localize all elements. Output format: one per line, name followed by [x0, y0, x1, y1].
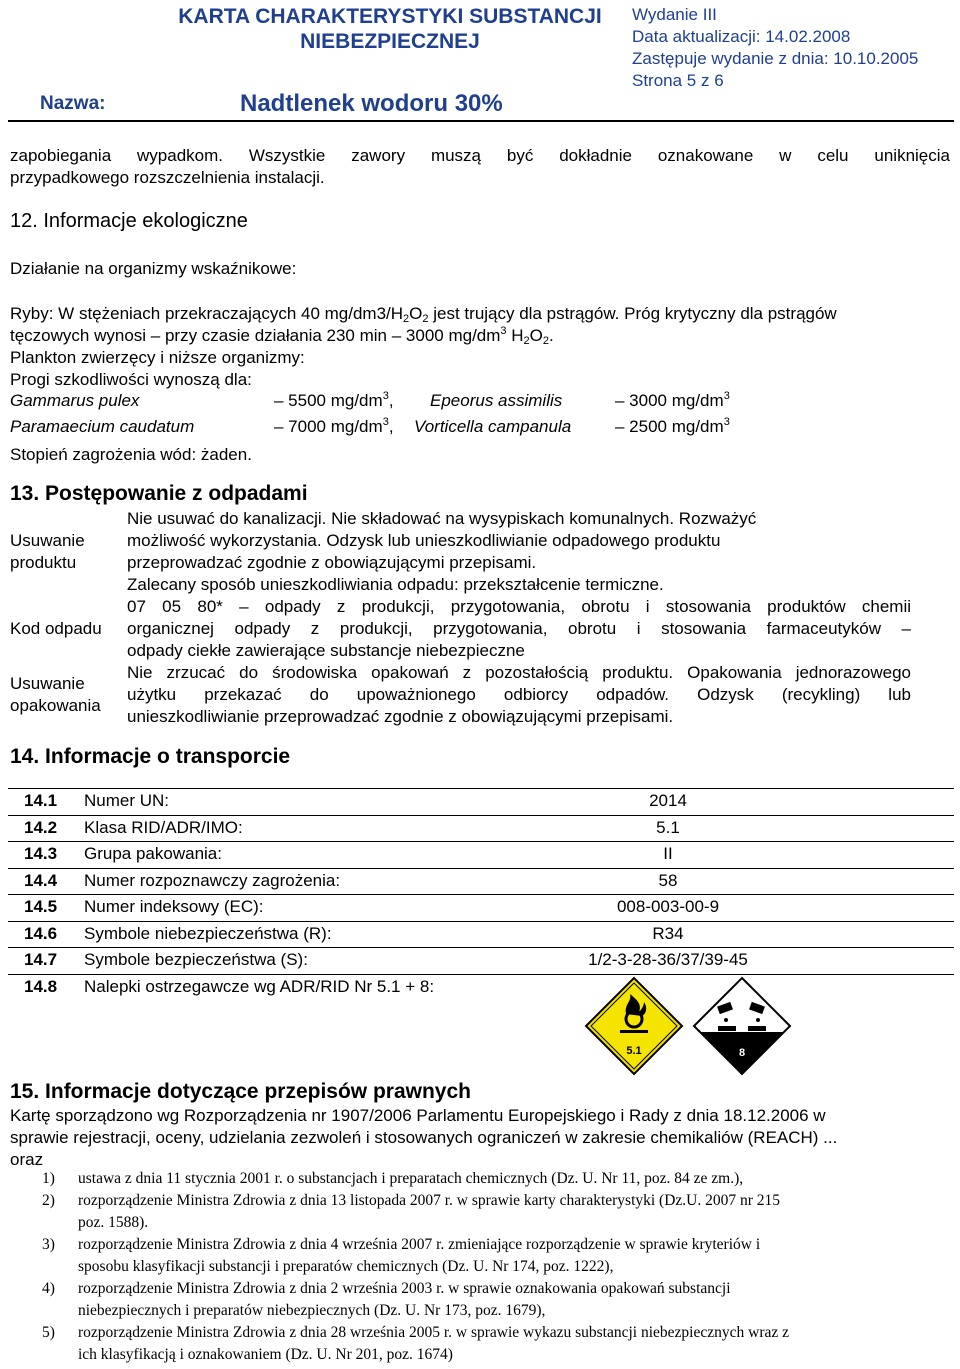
oxidizer-class-number: 5.1 [626, 1045, 642, 1057]
row-label: Nalepki ostrzegawcze wg ADR/RID Nr 5.1 + 8: [84, 976, 435, 996]
name-label: Nazwa: [40, 93, 106, 114]
law-text [78, 1322, 950, 1366]
law-text-line: sposobu klasyfikacji substancji i preparatów chemicznych (Dz. U. Nr 174, poz. 1222), [78, 1258, 614, 1275]
substance-name: Nadtlenek wodoru 30% [240, 90, 503, 117]
row-number: 14.4 [24, 870, 58, 890]
corrosive-label [692, 976, 792, 1076]
row-number: 14.6 [24, 923, 58, 943]
row-label: Symbole niebezpieczeństwa (R): [84, 923, 332, 943]
law-text-line: niebezpiecznych i preparatów niebezpiecznych (Dz. U. Nr 173, poz. 1679), [78, 1302, 546, 1319]
law-item [42, 1322, 950, 1366]
law-item [42, 1190, 950, 1234]
law-item [42, 1278, 950, 1322]
law-text [78, 1190, 950, 1234]
edition-info [632, 4, 918, 92]
header-rule [8, 120, 954, 122]
product-disposal-text: Nie usuwać do kanalizacji. Nie składować na wysypiskach komunalnych. Rozważyć możliwość wykorzystania. Odzysk lub unieszkodliwianie odpadowego produktu przeprowadzać zgodnie z obowiązującymi przepisami. Zalecany sposób unieszkodliwiania odpadu: przekształcenie termiczne. [127, 509, 757, 594]
row-label: Numer rozpoznawczy zagrożenia: [84, 870, 341, 890]
organism-1: Gammarus pulex [10, 391, 140, 410]
table-row [8, 894, 954, 919]
law-text [78, 1168, 950, 1190]
law-text [78, 1234, 950, 1278]
value-2: – 3000 $mg/dm^3$ [615, 390, 730, 410]
table-row [8, 947, 954, 972]
law-text-line: rozporządzenie Ministra Zdrowia z dnia 2 września 2003 r. w sprawie oznakowania opakowań substancji [78, 1280, 731, 1297]
law-text-line: ustawa z dnia 11 stycznia 2001 r. o substancjach i preparatach chemicznych (Dz. U. Nr 11, poz. 84 ze zm.), [78, 1170, 744, 1187]
replaces-date: Zastępuje wydanie z dnia: 10.10.2005 [632, 49, 919, 68]
page-number: Strona 5 z 6 [632, 71, 724, 90]
organism-3: Paramaecium caudatum [10, 417, 195, 436]
law-text-line: poz. 1588). [78, 1214, 149, 1231]
intro-line-2: przypadkowego rozszczelnienia instalacji. [10, 168, 325, 187]
fish-line-2: tęczowych wynosi – przy czasie działania 230 min – 3000 $mg/dm^3$ $H_2O_2$. [10, 325, 554, 347]
row-value: 2014 [649, 791, 687, 810]
regulation-paragraph: Kartę sporządzono wg Rozporządzenia nr 1907/2006 Parlamentu Europejskiego i Rady z dnia 18.12.2006 w sprawie rejestracji, oceny, udzielania zezwoleń i stosowanych ograniczeń w zakresie chemikaliów (REACH) ... oraz [10, 1106, 838, 1169]
row-value: 1/2-3-28-36/37/39-45 [588, 950, 748, 969]
value-3: – 7000 $mg/dm^3$, [274, 416, 394, 436]
row-label: Grupa pakowania: [84, 844, 222, 863]
law-number: 1) [42, 1170, 55, 1187]
row-label: Numer indeksowy (EC): [84, 897, 264, 916]
label-waste-code: Kod odpadu [10, 619, 102, 638]
row-number: 14.8 [24, 976, 58, 996]
intro-line-1: zapobiegania wypadkom. Wszystkie zawory muszą być dokładnie oznakowane w celu uniknięcia [10, 146, 950, 165]
row-label: Symbole bezpieczeństwa (S): [84, 950, 308, 969]
label-package-disposal: Usuwanie opakowania [10, 674, 101, 715]
label-product-disposal: Usuwanie produktu [10, 531, 85, 572]
row-number: 14.5 [24, 897, 58, 916]
table-row [8, 868, 954, 893]
waste-code-text: 07 05 80* – odpady z produkcji, przygotowania, obrotu i stosowania produktów chemii organicznej odpady z produkcji, przygotowania, obrotu i stosowania farmaceutyków – odpady ciekłe zawierające substancje niebezpieczne [127, 597, 911, 660]
law-text [78, 1278, 950, 1322]
thresholds-label: Progi szkodliwości wynoszą dla: [10, 370, 252, 389]
section-14-title: 14. Informacje o transporcie [10, 745, 291, 768]
table-row [8, 921, 954, 946]
organism-4: Vorticella campanula [414, 417, 572, 436]
water-hazard: Stopień zagrożenia wód: żaden. [10, 445, 252, 464]
law-text-line: rozporządzenie Ministra Zdrowia z dnia 13 listopada 2007 r. w sprawie karty charakterystyki (Dz.U. 2007 nr 215 [78, 1192, 781, 1209]
law-text-line: rozporządzenie Ministra Zdrowia z dnia 4 września 2007 r. zmieniające rozporządzenie w sprawie kryteriów i [78, 1236, 761, 1253]
row-number: 14.2 [24, 817, 58, 837]
table-row [8, 841, 954, 866]
table-row [8, 815, 954, 840]
row-label: Numer UN: [84, 791, 170, 810]
row-number: 14.3 [24, 844, 58, 863]
fish-line-1: Ryby: W stężeniach przekraczających 40 $mg/dm3/H_2O_2$ jest trujący dla pstrągów. Próg krytyczny dla pstrągów [10, 304, 837, 325]
row-number: 14.7 [24, 950, 58, 969]
law-item [42, 1234, 950, 1278]
row-label: Klasa RID/ADR/IMO: [84, 817, 243, 837]
section-12-title: 12. Informacje ekologiczne [10, 210, 248, 232]
row-value: 5.1 [656, 817, 680, 837]
law-number: 5) [42, 1324, 55, 1341]
section-15-title: 15. Informacje dotyczące przepisów prawnych [10, 1080, 471, 1103]
package-disposal-text: Nie zrzucać do środowiska opakowań z pozostałością produktu. Opakowania jednorazowego użytku przekazać do upoważnionego odbiorcy odpadów. Odzysk (recykling) lub unieszkodliwianie przeprowadzać zgodnie z obowiązującymi przepisami. [127, 663, 911, 726]
value-1: – 5500 $mg/dm^3$, [274, 390, 394, 410]
row-value: II [663, 844, 673, 863]
law-text-line: ich klasyfikacją i oznakowaniem (Dz. U. Nr 201, poz. 1674) [78, 1346, 453, 1363]
plankton-label: Plankton zwierzęcy i niższe organizmy: [10, 348, 305, 367]
law-text-line: rozporządzenie Ministra Zdrowia z dnia 28 września 2005 r. w sprawie wykazu substancji niebezpiecznych wraz z [78, 1324, 790, 1341]
law-number: 3) [42, 1236, 55, 1253]
law-number: 2) [42, 1192, 55, 1209]
document-title: KARTA CHARAKTERYSTYKI SUBSTANCJI NIEBEZPIECZNEJ [178, 5, 602, 53]
row-value: 58 [658, 870, 678, 890]
value-4: – 2500 $mg/dm^3$ [615, 416, 730, 436]
update-date: Data aktualizacji: 14.02.2008 [632, 27, 851, 46]
section-13-title: 13. Postępowanie z odpadami [10, 482, 308, 505]
law-number: 4) [42, 1280, 55, 1297]
oxidizer-label [584, 976, 684, 1076]
row-value: R34 [652, 923, 684, 943]
law-item [42, 1168, 950, 1190]
row-value: 008-003-00-9 [616, 897, 720, 916]
row-number: 14.1 [24, 791, 58, 810]
table-row [8, 974, 954, 999]
edition: Wydanie III [632, 5, 717, 24]
corrosive-class-number: 8 [738, 1047, 746, 1059]
table-row [8, 788, 954, 813]
organism-2: Epeorus assimilis [430, 391, 563, 410]
section-12-subtitle: Działanie na organizmy wskaźnikowe: [10, 259, 297, 278]
